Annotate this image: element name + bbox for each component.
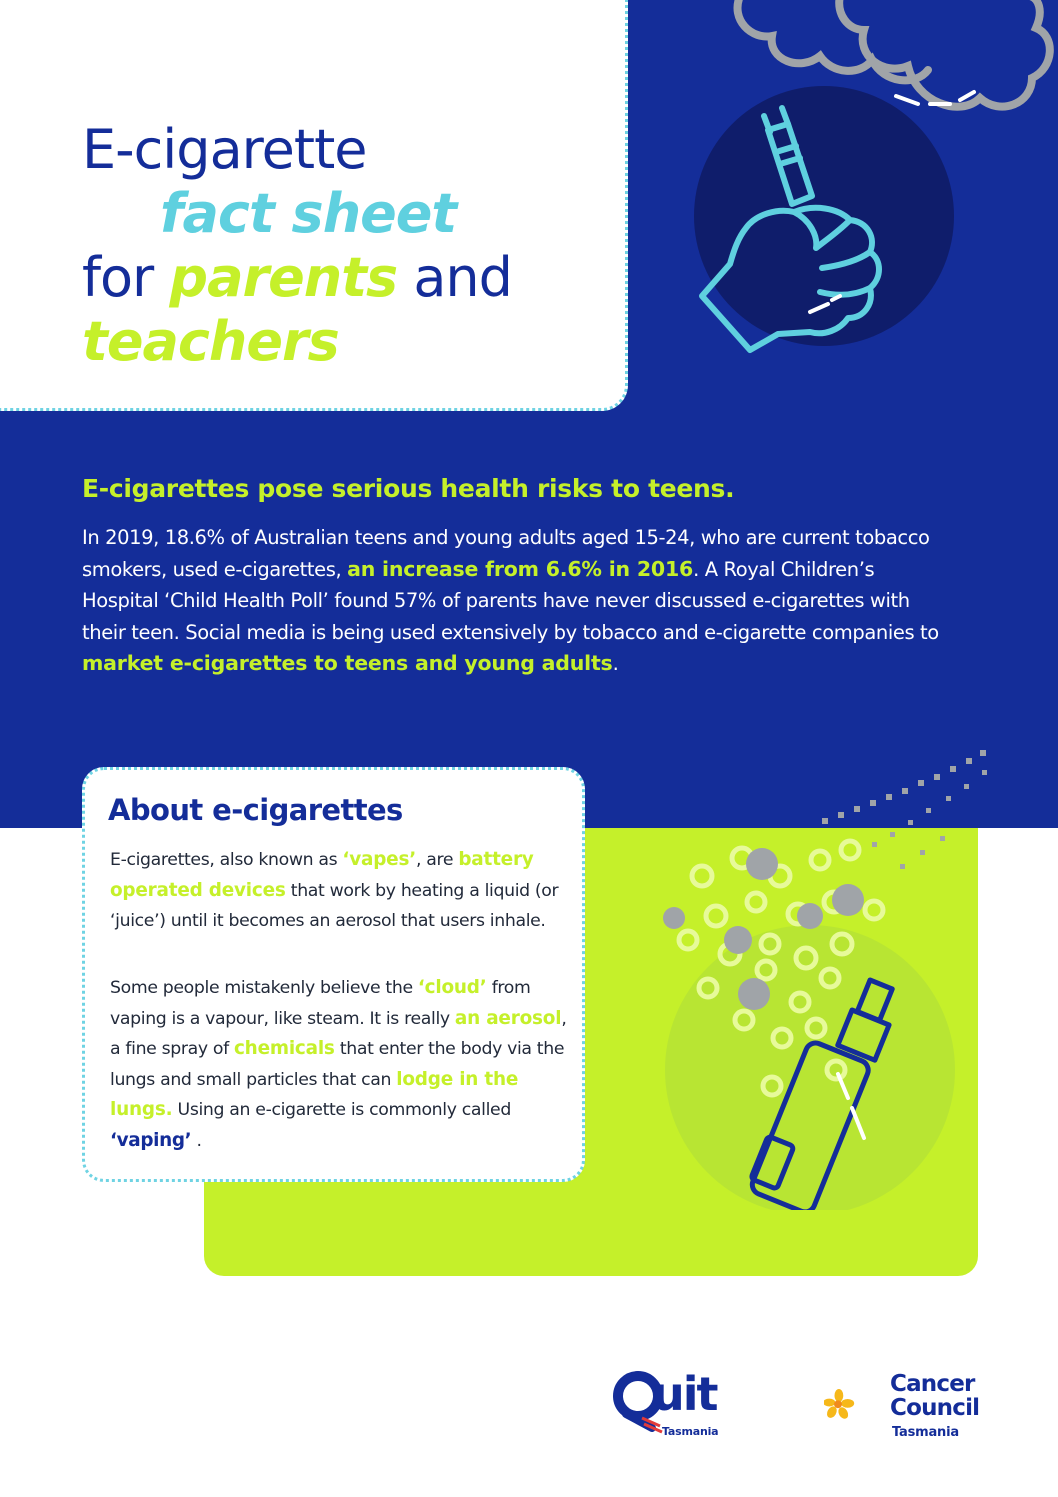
about-paragraph-1	[110, 845, 570, 937]
intro-heading: E-cigarettes pose serious health risks to teens.	[82, 474, 735, 503]
about-p1-text-2: , are	[415, 850, 459, 870]
about-p2-text-1: Some people mistakenly believe the	[110, 978, 418, 998]
vape-aerosol-illustration	[620, 740, 1040, 1210]
title-line-1: E-cigarette	[82, 118, 367, 181]
title-line-3-suffix: and	[397, 246, 512, 309]
intro-text-3: .	[612, 652, 619, 675]
about-p1-highlight-1: ‘vapes’	[342, 849, 416, 870]
quit-logo-region: Tasmania	[662, 1425, 719, 1438]
about-p2-text-3: , a fine spray of	[110, 1008, 567, 1059]
intro-paragraph	[82, 522, 942, 680]
quit-logo-name: uit	[652, 1367, 717, 1421]
about-p2-text-6: .	[191, 1130, 202, 1151]
about-paragraph-2	[110, 973, 570, 1156]
intro-highlight-1: an increase from 6.6% in 2016	[347, 556, 694, 581]
about-heading: About e-cigarettes	[108, 793, 403, 827]
intro-text-2: . A Royal Children’s Hospital ‘Child Health Poll’ found 57% of parents have never discussed e-cigarettes with their teen. Social media is being used extensively by tobacco and e-cigarette companies to	[82, 557, 939, 644]
about-p1-text-3: that work by heating a liquid (or ‘juice’) until it becomes an aerosol that users inhale.	[110, 880, 559, 931]
about-p2-highlight-3: chemicals	[233, 1038, 335, 1059]
about-p2-highlight-1: ‘cloud’	[417, 977, 487, 998]
about-p2-text-5: Using an e-cigarette is commonly called	[172, 1100, 511, 1120]
cancer-council-logo-name	[890, 1372, 979, 1420]
daffodil-icon	[824, 1366, 894, 1446]
about-p2-highlight-4: lodge in the lungs.	[110, 1068, 519, 1120]
about-p2-highlight-5: ‘vaping’	[110, 1129, 192, 1151]
about-p2-text-4: that enter the body via the lungs and small particles that can	[110, 1039, 565, 1090]
cancer-council-line-1: Cancer	[890, 1371, 975, 1397]
about-p2-highlight-2: an aerosol	[454, 1007, 562, 1029]
hand-holding-vape-illustration	[660, 0, 1058, 380]
page-title	[82, 118, 512, 374]
intro-highlight-2: market e-cigarettes to teens and young adults	[82, 651, 613, 675]
about-p1-text-1: E-cigarettes, also known as	[110, 850, 343, 870]
title-line-3	[82, 246, 512, 310]
smoke-cloud-icon	[738, 0, 1050, 107]
intro-text-1: In 2019, 18.6% of Australian teens and young adults aged 15-24, who are current tobacco smokers, used e-cigarettes,	[82, 526, 930, 581]
cancer-council-region: Tasmania	[892, 1425, 959, 1440]
about-p1-highlight-2: battery operated devices	[110, 849, 534, 901]
title-line-4: teachers	[82, 310, 339, 373]
cancer-council-line-2: Council	[890, 1395, 980, 1421]
title-line-3-highlight: parents	[169, 246, 398, 309]
about-p2-text-2: from vaping is a vapour, like steam. It is really	[110, 978, 531, 1029]
title-line-2: fact sheet	[160, 182, 457, 245]
title-line-3-prefix: for	[82, 246, 170, 309]
